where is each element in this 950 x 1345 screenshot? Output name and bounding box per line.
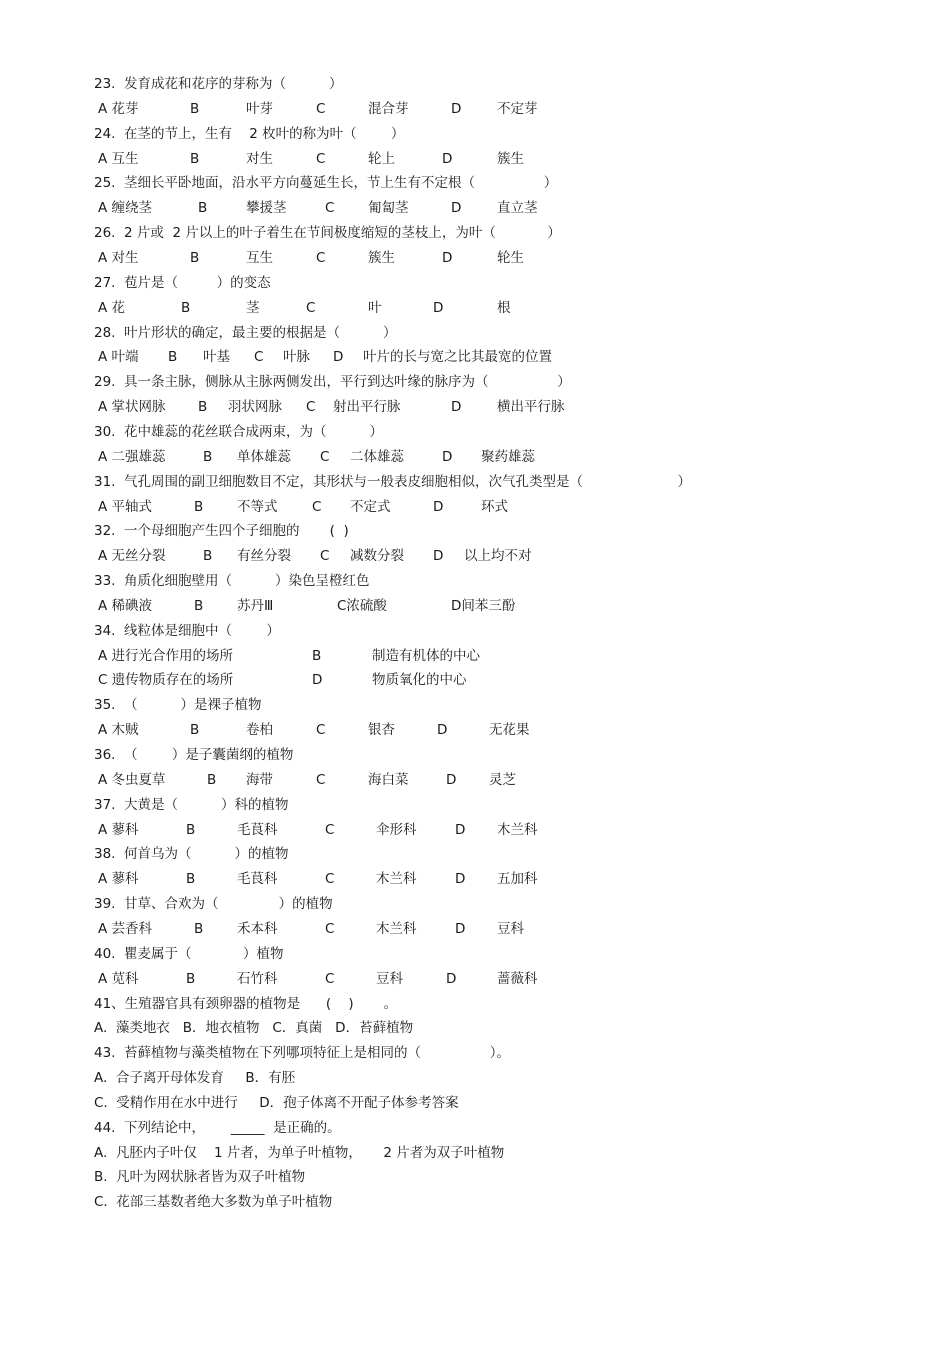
text-segment: A 蓼科 <box>98 871 139 888</box>
answer-options-line <box>0 595 950 617</box>
text-segment: 34. 线粒体是细胞中（ ） <box>94 622 280 639</box>
text-segment: B. 凡叶为网状脉者皆为双子叶植物 <box>94 1169 306 1186</box>
text-segment: 轮上 <box>368 150 395 167</box>
text-segment: 银杏 <box>368 722 395 739</box>
text-segment: 37. 大黄是（ ）科的植物 <box>94 796 289 813</box>
text-segment: B <box>190 100 200 117</box>
answer-options-line <box>0 545 950 567</box>
text-segment: 根 <box>497 299 511 316</box>
text-segment: C <box>254 349 264 366</box>
answer-options-line <box>0 297 950 319</box>
text-segment: D <box>333 349 344 366</box>
text-segment: 27. 苞片是（ ）的变态 <box>94 274 271 291</box>
text-segment: 二体雄蕊 <box>350 448 404 465</box>
question-line <box>0 1191 950 1213</box>
text-segment: 簇生 <box>497 150 524 167</box>
text-segment: D <box>433 498 444 515</box>
answer-options-line <box>0 148 950 170</box>
question-line <box>0 1166 950 1188</box>
text-segment: C <box>320 548 330 565</box>
text-segment: B <box>198 399 208 416</box>
text-segment: C <box>306 399 316 416</box>
text-segment: A 蓼科 <box>98 821 139 838</box>
text-segment: 单体雄蕊 <box>237 448 291 465</box>
text-segment: B <box>194 597 204 614</box>
text-segment: D <box>442 448 453 465</box>
text-segment: A 平轴式 <box>98 498 153 515</box>
answer-options-line <box>0 645 950 667</box>
text-segment: 35. （ ）是裸子植物 <box>94 697 262 714</box>
text-segment: 对生 <box>246 150 273 167</box>
text-segment: 羽状网脉 <box>228 399 282 416</box>
answer-options-line <box>0 346 950 368</box>
text-segment: 不定式 <box>350 498 391 515</box>
text-segment: 无花果 <box>489 722 530 739</box>
text-segment: B <box>186 871 196 888</box>
text-segment: D <box>446 771 457 788</box>
text-segment: 射出平行脉 <box>333 399 401 416</box>
answer-options-line <box>0 98 950 120</box>
text-segment: C <box>325 920 335 937</box>
question-line <box>0 322 950 344</box>
answer-options-line <box>0 669 950 691</box>
text-segment: A 进行光合作用的场所 <box>98 647 234 664</box>
question-line <box>0 1067 950 1089</box>
text-segment: 蔷薇科 <box>497 970 538 987</box>
text-segment: 叶脉 <box>283 349 310 366</box>
text-segment: 制造有机体的中心 <box>372 647 480 664</box>
text-segment: B <box>203 448 213 465</box>
text-segment: 互生 <box>246 250 273 266</box>
text-segment: 攀援茎 <box>246 200 287 217</box>
text-segment: A 花芽 <box>98 100 139 117</box>
answer-options-line <box>0 968 950 990</box>
text-segment: D <box>437 722 448 739</box>
text-segment: A 二强雄蕊 <box>98 448 166 465</box>
text-segment: 33. 角质化细胞壁用（ ）染色呈橙红色 <box>94 573 370 589</box>
text-segment: 环式 <box>481 498 508 515</box>
text-segment: B <box>198 200 208 217</box>
text-segment: 38. 何首乌为（ ）的植物 <box>94 846 289 863</box>
text-segment: C <box>325 871 335 888</box>
text-segment: 有丝分裂 <box>237 548 291 565</box>
text-segment: 40. 瞿麦属于（ ）植物 <box>94 945 284 962</box>
question-line <box>0 371 950 393</box>
text-segment: 减数分裂 <box>350 548 404 565</box>
question-line <box>0 843 950 865</box>
text-segment: C <box>325 821 335 838</box>
answer-options-line <box>0 247 950 269</box>
text-segment: C 遗传物质存在的场所 <box>98 672 234 689</box>
text-segment: 23. 发育成花和花序的芽称为（ ） <box>94 76 343 92</box>
text-segment: 豆科 <box>376 970 403 987</box>
text-segment: D <box>446 970 457 987</box>
text-segment: D <box>442 250 453 266</box>
text-segment: D间苯三酚 <box>451 597 516 614</box>
question-line <box>0 893 950 915</box>
text-segment: 海白菜 <box>368 771 409 788</box>
answer-options-line <box>0 496 950 518</box>
question-line <box>0 1042 950 1064</box>
question-line <box>0 123 950 145</box>
text-segment: 32. 一个母细胞产生四个子细胞的 ( ) <box>94 523 349 540</box>
question-line <box>0 272 950 294</box>
text-segment: D <box>442 150 453 167</box>
text-segment: 44. 下列结论中， _____ 是正确的。 <box>94 1119 341 1136</box>
text-segment: B <box>190 150 200 167</box>
text-segment: C <box>316 250 326 266</box>
text-segment: 以上均不对 <box>464 548 532 565</box>
text-segment: 毛茛科 <box>237 821 278 838</box>
text-segment: D <box>455 920 466 937</box>
text-segment: 不等式 <box>237 498 278 515</box>
question-line <box>0 794 950 816</box>
question-line <box>0 1117 950 1139</box>
text-segment: 匍匐茎 <box>368 200 409 217</box>
text-segment: 30. 花中雄蕊的花丝联合成两束，为（ ） <box>94 423 383 440</box>
text-segment: 24. 在茎的节上，生有 2 枚叶的称为叶（ ） <box>94 125 405 142</box>
answer-options-line <box>0 446 950 468</box>
text-segment: D <box>433 299 444 316</box>
text-segment: 聚药雄蕊 <box>481 448 535 465</box>
text-segment: C <box>316 100 326 117</box>
text-segment: B <box>168 349 178 366</box>
text-segment: 海带 <box>246 771 273 788</box>
text-segment: 43. 苔藓植物与藻类植物在下列哪项特征上是相同的（ ）。 <box>94 1045 510 1062</box>
text-segment: A. 合子离开母体发育 B．有胚 <box>94 1070 296 1086</box>
text-segment: 叶片的长与宽之比其最宽的位置 <box>363 349 552 366</box>
answer-options-line <box>0 868 950 890</box>
answer-options-line <box>0 918 950 940</box>
text-segment: C <box>320 448 330 465</box>
text-segment: 混合芽 <box>368 100 409 117</box>
text-segment: 31. 气孔周围的副卫细胞数目不定，其形状与一般表皮细胞相似，次气孔类型是（ ） <box>94 473 691 490</box>
text-segment: 茎 <box>246 299 260 316</box>
question-line <box>0 471 950 493</box>
text-segment: 物质氧化的中心 <box>372 672 467 689</box>
question-line <box>0 172 950 194</box>
text-segment: A. 凡胚内子叶仅 1 片者，为单子叶植物， 2 片者为双子叶植物 <box>94 1144 505 1161</box>
text-segment: B <box>194 920 204 937</box>
text-segment: 直立茎 <box>497 200 538 217</box>
text-segment: 41、生殖器官具有颈卵器的植物是 ( ) 。 <box>94 995 398 1012</box>
text-segment: 木兰科 <box>376 920 417 937</box>
text-segment: D <box>312 672 323 689</box>
text-segment: C <box>312 498 322 515</box>
text-segment: D <box>433 548 444 565</box>
text-segment: A 缠绕茎 <box>98 200 153 217</box>
text-segment: A 木贼 <box>98 722 139 739</box>
text-segment: 28. 叶片形状的确定，最主要的根据是（ ） <box>94 324 397 341</box>
text-segment: 轮生 <box>497 250 524 266</box>
text-segment: 叶 <box>368 299 382 316</box>
text-segment: 五加科 <box>497 871 538 888</box>
text-segment: 叶芽 <box>246 100 273 117</box>
question-line <box>0 1142 950 1164</box>
text-segment: A 芸香科 <box>98 920 153 937</box>
text-segment: 26. 2 片或 2 片以上的叶子着生在节间极度缩短的茎枝上，为叶（ ） <box>94 225 561 242</box>
text-segment: A 互生 <box>98 150 139 167</box>
question-line <box>0 694 950 716</box>
text-segment: A 冬虫夏草 <box>98 771 166 788</box>
text-segment: 灵芝 <box>489 771 516 788</box>
text-segment: A 稀碘液 <box>98 597 153 614</box>
question-line <box>0 1092 950 1114</box>
text-segment: 39. 甘草、合欢为（ ）的植物 <box>94 896 333 913</box>
text-segment: B <box>181 299 191 316</box>
text-segment: D <box>451 100 462 117</box>
text-segment: C <box>325 200 335 217</box>
text-segment: B <box>312 647 322 664</box>
question-line <box>0 1017 950 1039</box>
text-segment: 禾本科 <box>237 920 278 937</box>
text-segment: 横出平行脉 <box>497 399 565 416</box>
question-line <box>0 421 950 443</box>
text-segment: A 无丝分裂 <box>98 548 166 565</box>
text-segment: B <box>203 548 213 565</box>
text-segment: 豆科 <box>497 920 524 937</box>
text-segment: C <box>316 150 326 167</box>
text-segment: 毛茛科 <box>237 871 278 888</box>
text-segment: A. 藻类地衣 B．地衣植物 C．真菌 D．苔藓植物 <box>94 1020 414 1037</box>
text-segment: C <box>325 970 335 987</box>
text-segment: 簇生 <box>368 250 395 266</box>
question-line <box>0 943 950 965</box>
text-segment: D <box>451 399 462 416</box>
text-segment: B <box>207 771 217 788</box>
answer-options-line <box>0 197 950 219</box>
text-segment: 木兰科 <box>376 871 417 888</box>
question-line <box>0 570 950 592</box>
question-line <box>0 620 950 642</box>
text-segment: C <box>316 722 326 739</box>
text-segment: 叶基 <box>203 349 230 366</box>
text-segment: A 花 <box>98 299 126 316</box>
text-segment: 不定芽 <box>497 100 538 117</box>
text-segment: C <box>306 299 316 316</box>
text-segment: C <box>316 771 326 788</box>
answer-options-line <box>0 819 950 841</box>
question-line <box>0 222 950 244</box>
text-segment: 石竹科 <box>237 970 278 987</box>
text-segment: C. 花部三基数者绝大多数为单子叶植物 <box>94 1194 333 1211</box>
question-line <box>0 73 950 95</box>
text-segment: 25. 茎细长平卧地面，沿水平方向蔓延生长，节上生有不定根（ ） <box>94 175 558 192</box>
text-segment: A 叶端 <box>98 349 139 366</box>
text-segment: D <box>455 821 466 838</box>
text-segment: 苏丹Ⅲ <box>237 597 274 614</box>
text-segment: B <box>190 250 200 266</box>
question-line <box>0 993 950 1015</box>
text-segment: B <box>190 722 200 739</box>
text-segment: D <box>455 871 466 888</box>
text-segment: B <box>186 821 196 838</box>
answer-options-line <box>0 769 950 791</box>
text-segment: 伞形科 <box>376 821 417 838</box>
text-segment: A 苋科 <box>98 970 139 987</box>
text-segment: C. 受精作用在水中进行 D．孢子体离不开配子体参考答案 <box>94 1094 459 1111</box>
question-line <box>0 520 950 542</box>
answer-options-line <box>0 396 950 418</box>
text-segment: B <box>186 970 196 987</box>
text-segment: A 掌状网脉 <box>98 399 166 416</box>
text-segment: D <box>451 200 462 217</box>
text-segment: A 对生 <box>98 250 139 266</box>
question-line <box>0 744 950 766</box>
text-segment: 29. 具一条主脉，侧脉从主脉两侧发出，平行到达叶缘的脉序为（ ） <box>94 374 571 391</box>
text-segment: 卷柏 <box>246 722 273 739</box>
text-segment: C浓硫酸 <box>337 597 387 614</box>
text-segment: B <box>194 498 204 515</box>
text-segment: 36. （ ）是子囊菌纲的植物 <box>94 747 294 763</box>
answer-options-line <box>0 719 950 741</box>
text-segment: 木兰科 <box>497 821 538 838</box>
